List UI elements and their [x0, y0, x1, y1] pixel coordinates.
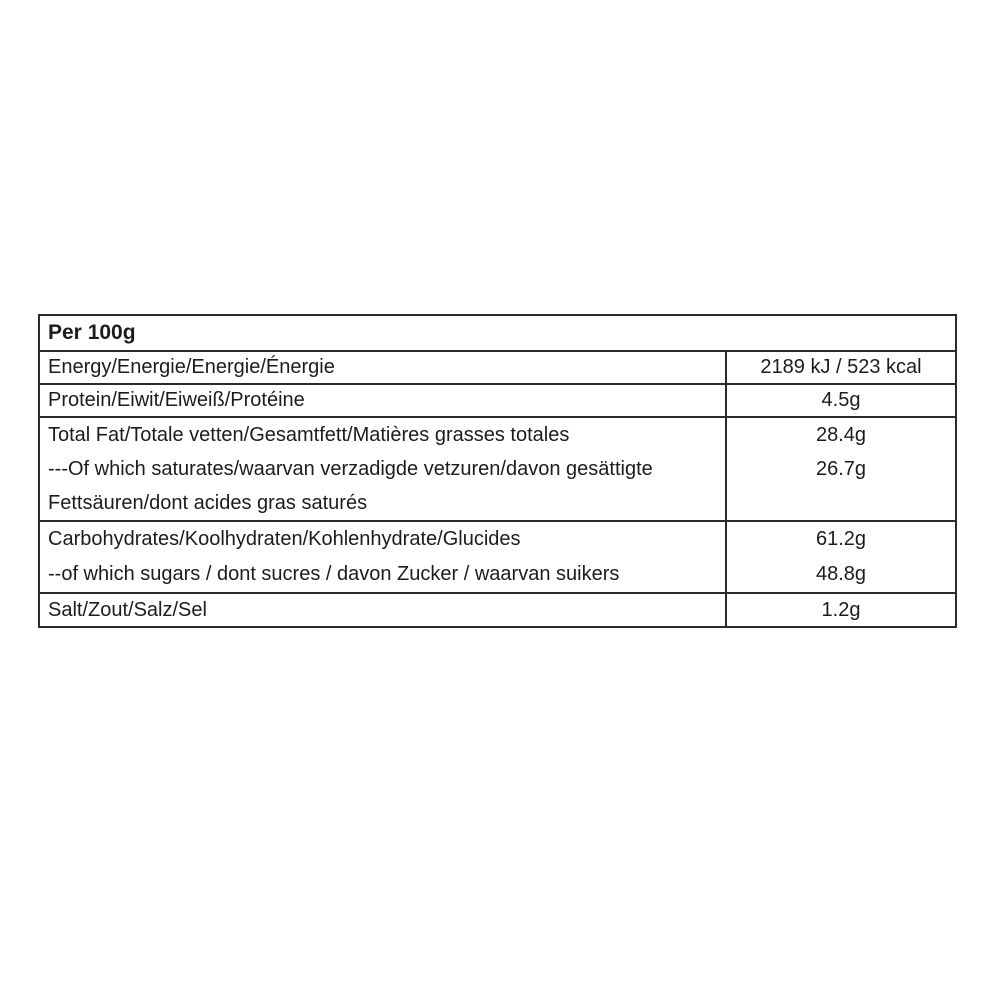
table-row-fat: [40, 418, 955, 522]
total-fat-label: Total Fat/Totale vetten/Gesamtfett/Matières grasses totales: [48, 423, 570, 446]
protein-label-cell: [40, 385, 725, 416]
energy-value: 2189 kJ / 523 kcal: [760, 356, 922, 378]
energy-label: Energy/Energie/Energie/Énergie: [48, 356, 335, 378]
fat-value-spacer: [727, 486, 955, 520]
carbohydrates-value: 61.2g: [815, 528, 867, 550]
protein-value: 4.5g: [821, 389, 861, 411]
protein-value-cell: [725, 385, 955, 416]
saturates-label-continued: Fettsäuren/dont acides gras saturés: [48, 491, 368, 514]
energy-value-cell: [725, 352, 955, 383]
table-row-carbohydrates: [40, 522, 955, 594]
salt-value-cell: [725, 594, 955, 626]
salt-value: 1.2g: [821, 598, 861, 621]
table-header-row: [40, 316, 955, 352]
carbohydrates-value-cell: [725, 522, 955, 592]
table-row-energy: [40, 352, 955, 385]
table-row-salt: [40, 594, 955, 626]
fat-label-cell: [40, 418, 725, 520]
energy-label-cell: [40, 352, 725, 383]
salt-label: Salt/Zout/Salz/Sel: [48, 598, 207, 621]
saturates-label: ---Of which saturates/waarvan verzadigde vetzuren/davon gesättigte: [48, 457, 653, 480]
total-fat-value: 28.4g: [815, 423, 867, 446]
nutrition-facts-table: [38, 314, 957, 628]
carbohydrates-label-cell: [40, 522, 725, 592]
saturates-value: 26.7g: [815, 457, 867, 480]
protein-label: Protein/Eiwit/Eiweiß/Protéine: [48, 389, 305, 411]
carbohydrates-label: Carbohydrates/Koolhydraten/Kohlenhydrate/Glucides: [48, 528, 521, 550]
salt-label-cell: [40, 594, 725, 626]
fat-value-cell: [725, 418, 955, 520]
sugars-label: --of which sugars / dont sucres / davon Zucker / waarvan suikers: [48, 563, 620, 585]
table-row-protein: [40, 385, 955, 418]
serving-size-label: Per 100g: [48, 321, 136, 344]
sugars-value: 48.8g: [815, 563, 867, 585]
